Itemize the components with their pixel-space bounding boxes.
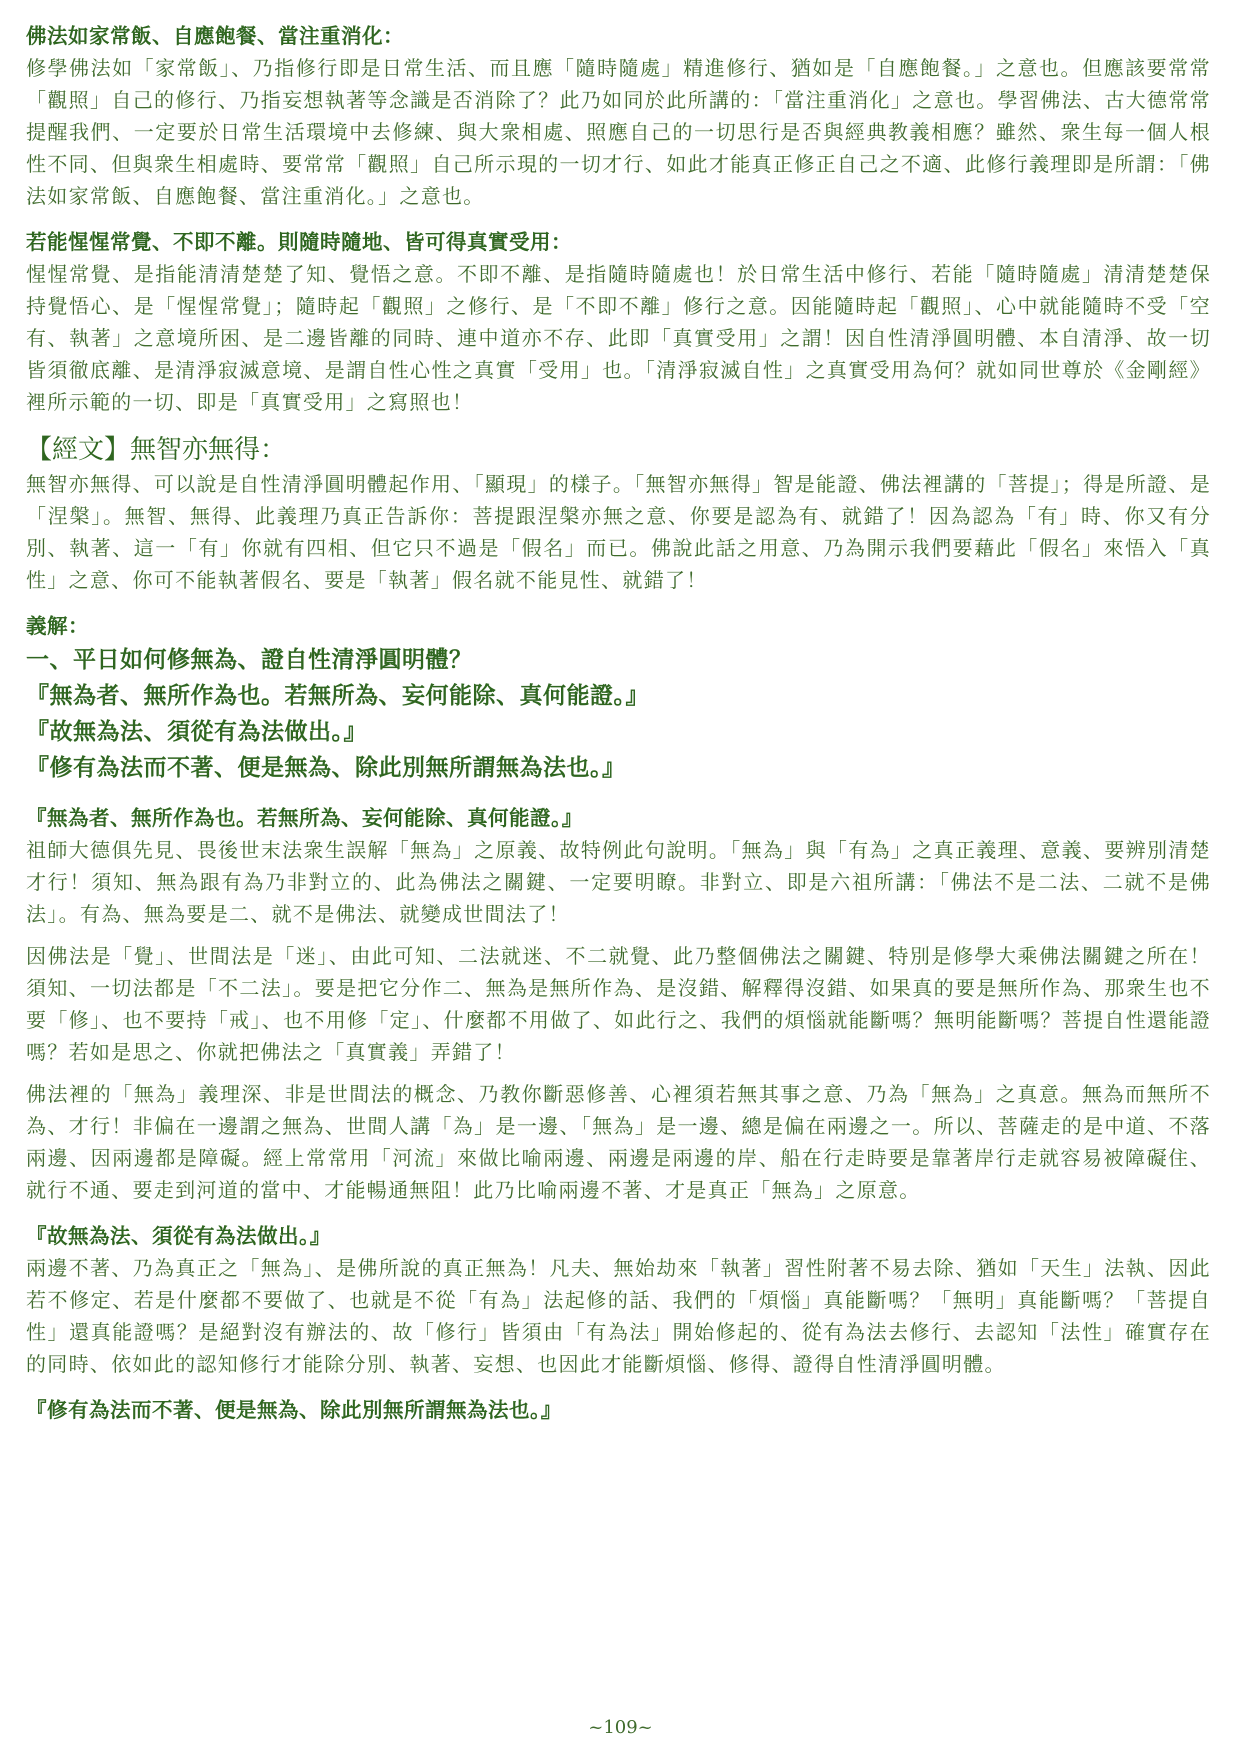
- section-heading: 若能惺惺常覺、不即不離。則隨時隨地、皆可得真實受用：: [26, 230, 572, 254]
- commentary-2: [26, 1220, 1211, 1380]
- commentary-3: [26, 1394, 1211, 1426]
- meaning-point: 一、平日如何修無為、證自性清淨圓明體？: [26, 646, 473, 673]
- section-1: [26, 20, 1211, 212]
- section-2: [26, 226, 1211, 418]
- sutra-section: [26, 432, 1211, 596]
- section-paragraph: 修學佛法如「家常飯」、乃指修行即是日常生活、而且應「隨時隨處」精進修行、猶如是「自應飽餐。」之意也。但應該要常常「觀照」自己的修行、乃指妄想執著等念識是否消除了？此乃如同於此所講的：「當注重消化」之意也。學習佛法、古大德常常提醒我們、一定要於日常生活環境中去修練、與大衆相處、照應自己的一切思行是否與經典教義相應？雖然、衆生每一個人根性不同、但與衆生相處時、要常常「觀照」自己所示現的一切才行、如此才能真正修正自己之不適、此修行義理即是所謂：「佛法如家常飯、自應飽餐、當注重消化。」之意也。: [26, 56, 1211, 208]
- page-number: ~109~: [588, 1717, 653, 1738]
- section-paragraph: 惺惺常覺、是指能清清楚楚了知、覺悟之意。不即不離、是指隨時隨處也！於日常生活中修行、若能「隨時隨處」清清楚楚保持覺悟心、是「惺惺常覺」；隨時起「觀照」之修行、是「不即不離」修行之意。因能隨時起「觀照」、心中就能隨時不受「空有、執著」之意境所困、是二邊皆離的同時、連中道亦不存、此即「真實受用」之謂！因自性清淨圓明體、本自清淨、故一切皆須徹底離、是清淨寂滅意境、是謂自性心性之真實「受用」也。「清淨寂滅自性」之真實受用為何？就如同世尊於《金剛經》裡所示範的一切、即是「真實受用」之寫照也！: [26, 262, 1211, 414]
- meaning-label: 義解：: [26, 614, 89, 638]
- sutra-paragraph: 無智亦無得、可以說是自性清淨圓明體起作用、「顯現」的樣子。「無智亦無得」智是能證、佛法裡講的「菩提」；得是所證、是「涅槃」。無智、無得、此義理乃真正告訴你：菩提跟涅槃亦無之意、你要是認為有、就錯了！因為認為「有」時、你又有分別、執著、這一「有」你就有四相、但它只不過是「假名」而已。佛說此話之用意、乃為開示我們要藉此「假名」來悟入「真性」之意、你可不能執著假名、要是「執著」假名就不能見性、就錯了！: [26, 472, 1211, 592]
- meaning-quote: 『修有為法而不著、便是無為、除此別無所謂無為法也。』: [26, 754, 626, 781]
- commentary-heading: 『無為者、無所作為也。若無所為、妄何能除、真何能證。』: [26, 806, 583, 830]
- commentary-heading: 『修有為法而不著、便是無為、除此別無所謂無為法也。』: [26, 1398, 562, 1422]
- commentary-1: [26, 802, 1211, 1206]
- commentary-paragraph: 兩邊不著、乃為真正之「無為」、是佛所說的真正無為！凡夫、無始劫來「執著」習性附著不易去除、猶如「天生」法執、因此若不修定、若是什麼都不要做了、也就是不從「有為」法起修的話、我們的「煩惱」真能斷嗎？「無明」真能斷嗎？「菩提自性」還真能證嗎？是絕對沒有辦法的、故「修行」皆須由「有為法」開始修起的、從有為法去修行、去認知「法性」確實存在的同時、依如此的認知修行才能除分別、執著、妄想、也因此才能斷煩惱、修得、證得自性清淨圓明體。: [26, 1256, 1211, 1376]
- meaning-quote: 『無為者、無所作為也。若無所為、妄何能除、真何能證。』: [26, 682, 649, 709]
- meaning-quote: 『故無為法、須從有為法做出。』: [26, 718, 367, 745]
- commentary-heading: 『故無為法、須從有為法做出。』: [26, 1224, 331, 1248]
- sutra-heading: 【經文】無智亦無得：: [26, 435, 287, 465]
- section-heading: 佛法如家常飯、自應飽餐、當注重消化：: [26, 24, 404, 48]
- commentary-paragraph: 佛法裡的「無為」義理深、非是世間法的概念、乃教你斷惡修善、心裡須若無其事之意、乃為「無為」之真意。無為而無所不為、才行！非偏在一邊謂之無為、世間人講「為」是一邊、「無為」是一邊、總是偏在兩邊之一。所以、菩薩走的是中道、不落兩邊、因兩邊都是障礙。經上常常用「河流」來做比喻兩邊、兩邊是兩邊的岸、船在行走時要是靠著岸行走就容易被障礙住、就行不通、要走到河道的當中、才能暢通無阻！此乃比喻兩邊不著、才是真正「無為」之原意。: [26, 1082, 1211, 1202]
- commentary-paragraph: 因佛法是「覺」、世間法是「迷」、由此可知、二法就迷、不二就覺、此乃整個佛法之關鍵、特別是修學大乘佛法關鍵之所在！須知、一切法都是「不二法」。要是把它分作二、無為是無所作為、是沒錯、解釋得沒錯、如果真的要是無所作為、那衆生也不要「修」、也不要持「戒」、也不用修「定」、什麼都不用做了、如此行之、我們的煩惱就能斷嗎？無明能斷嗎？菩提自性還能證嗎？若如是思之、你就把佛法之「真實義」弄錯了！: [26, 944, 1211, 1064]
- meaning-section: [26, 610, 1211, 786]
- commentary-paragraph: 祖師大德俱先見、畏後世末法衆生誤解「無為」之原義、故特例此句說明。「無為」與「有為」之真正義理、意義、要辨別清楚才行！須知、無為跟有為乃非對立的、此為佛法之關鍵、一定要明瞭。非對立、即是六祖所講：「佛法不是二法、二就不是佛法」。有為、無為要是二、就不是佛法、就變成世間法了！: [26, 838, 1211, 926]
